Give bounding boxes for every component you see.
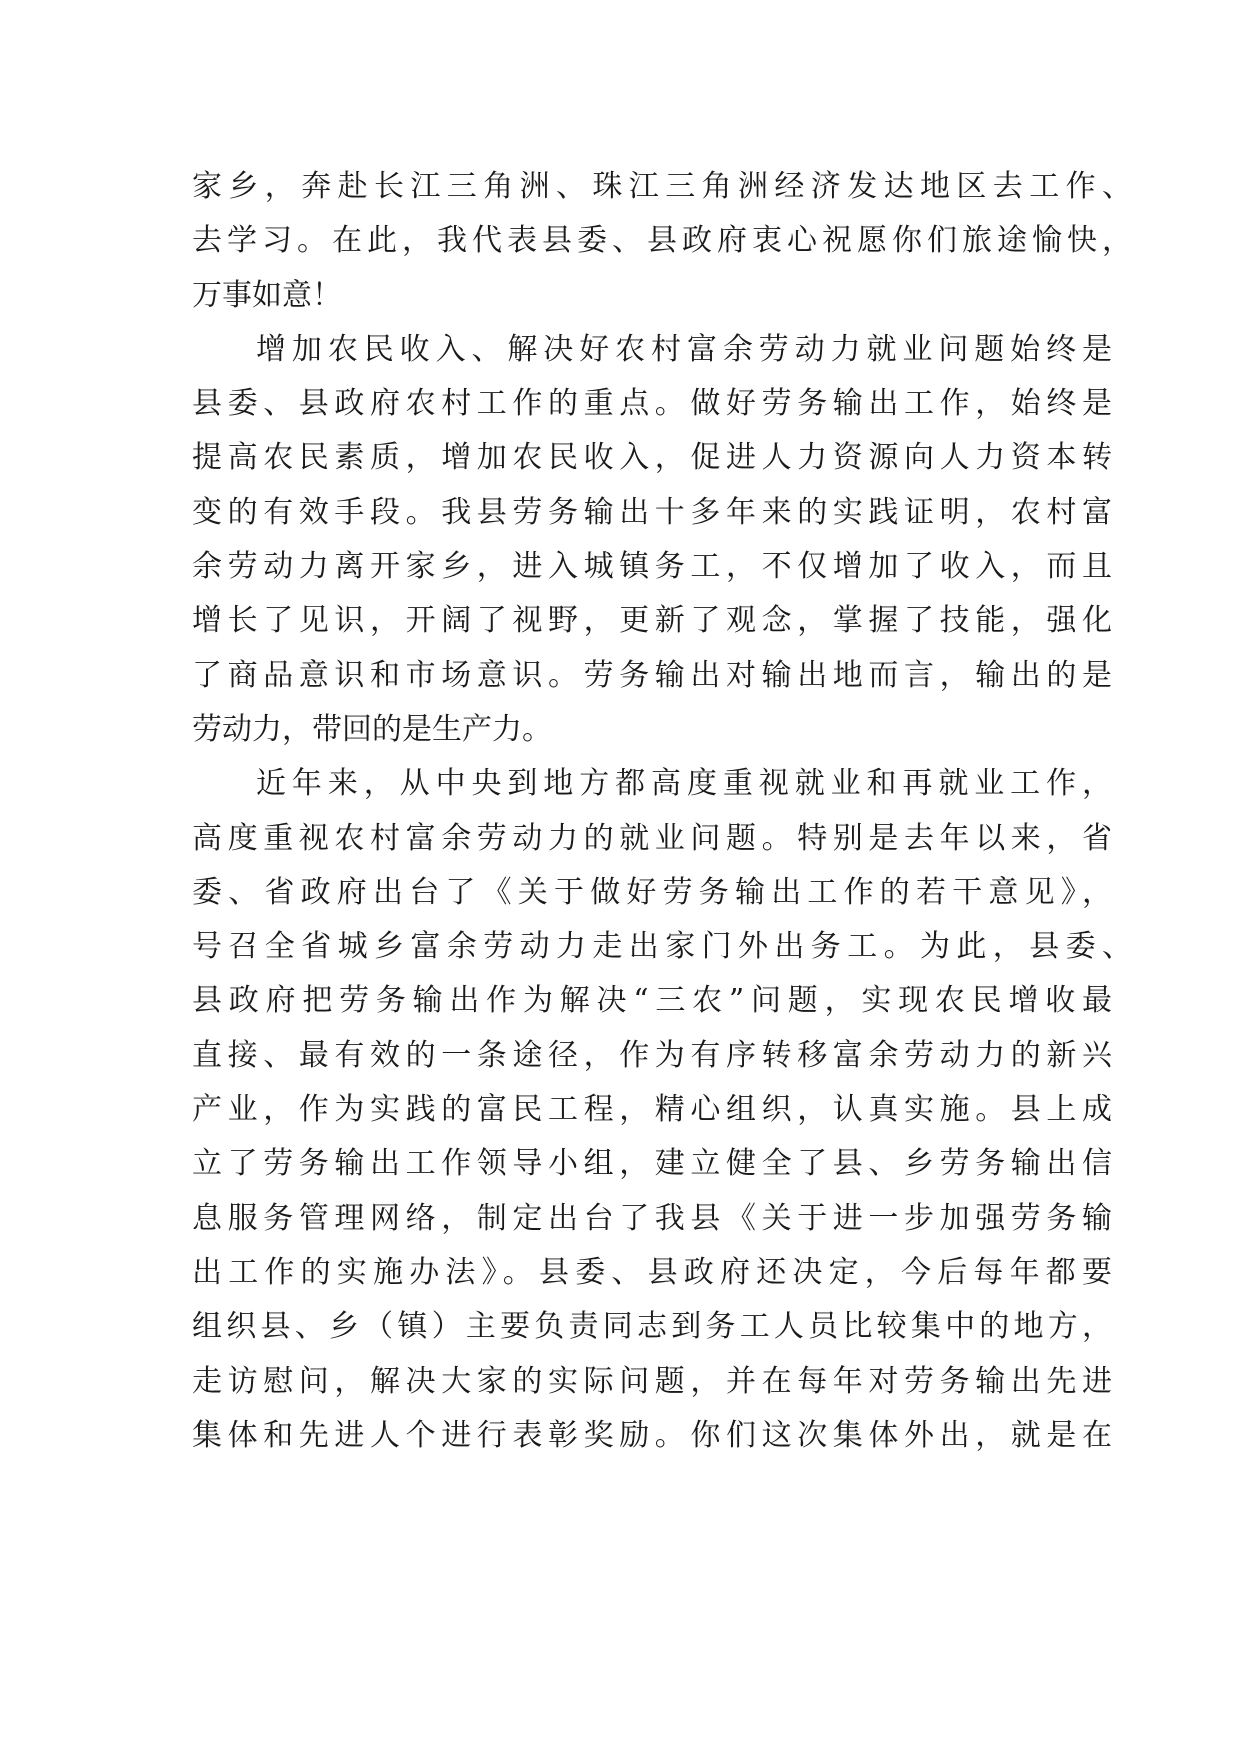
text-line: 息服务管理网络，制定出台了我县《关于进一步加强劳务输 bbox=[192, 1200, 1112, 1236]
text-line: 县政府把劳务输出作为解决“三农”问题，实现农民增收最 bbox=[192, 983, 1112, 1019]
text-line: 县委、县政府农村工作的重点。做好劳务输出工作，始终是 bbox=[192, 386, 1112, 422]
text-line: 万事如意！ bbox=[192, 277, 342, 313]
text-line: 去学习。在此，我代表县委、县政府衷心祝愿你们旅途愉快， bbox=[192, 223, 1132, 259]
text-line: 提高农民素质，增加农民收入，促进人力资源向人力资本转 bbox=[192, 440, 1112, 476]
text-line: 直接、最有效的一条途径，作为有序转移富余劳动力的新兴 bbox=[192, 1037, 1112, 1073]
text-line: 集体和先进人个进行表彰奖励。你们这次集体外出，就是在 bbox=[192, 1417, 1112, 1453]
text-line: 了商品意识和市场意识。劳务输出对输出地而言，输出的是 bbox=[192, 657, 1112, 693]
paragraph-first-line: 近年来，从中央到地方都高度重视就业和再就业工作， bbox=[256, 766, 1112, 802]
text-line: 增长了见识，开阔了视野，更新了观念，掌握了技能，强化 bbox=[192, 603, 1112, 639]
text-line: 产业，作为实践的富民工程，精心组织，认真实施。县上成 bbox=[192, 1092, 1112, 1128]
text-line: 余劳动力离开家乡，进入城镇务工，不仅增加了收入，而且 bbox=[192, 549, 1112, 585]
document-body bbox=[192, 160, 1132, 1463]
text-line: 出工作的实施办法》。县委、县政府还决定，今后每年都要 bbox=[192, 1254, 1112, 1290]
text-line: 高度重视农村富余劳动力的就业问题。特别是去年以来，省 bbox=[192, 820, 1112, 856]
text-line: 立了劳务输出工作领导小组，建立健全了县、乡劳务输出信 bbox=[192, 1146, 1112, 1182]
text-line: 委、省政府出台了《关于做好劳务输出工作的若干意见》， bbox=[192, 874, 1112, 910]
text-line: 号召全省城乡富余劳动力走出家门外出务工。为此，县委、 bbox=[192, 929, 1132, 965]
text-line: 劳动力，带回的是生产力。 bbox=[192, 711, 552, 747]
text-line: 走访慰问，解决大家的实际问题，并在每年对劳务输出先进 bbox=[192, 1363, 1112, 1399]
text-line: 组织县、乡（镇）主要负责同志到务工人员比较集中的地方， bbox=[192, 1309, 1112, 1345]
text-line: 家乡，奔赴长江三角洲、珠江三角洲经济发达地区去工作、 bbox=[192, 169, 1132, 204]
paragraph-first-line: 增加农民收入、解决好农村富余劳动力就业问题始终是 bbox=[256, 331, 1112, 367]
text-line: 变的有效手段。我县劳务输出十多年来的实践证明，农村富 bbox=[192, 494, 1112, 530]
